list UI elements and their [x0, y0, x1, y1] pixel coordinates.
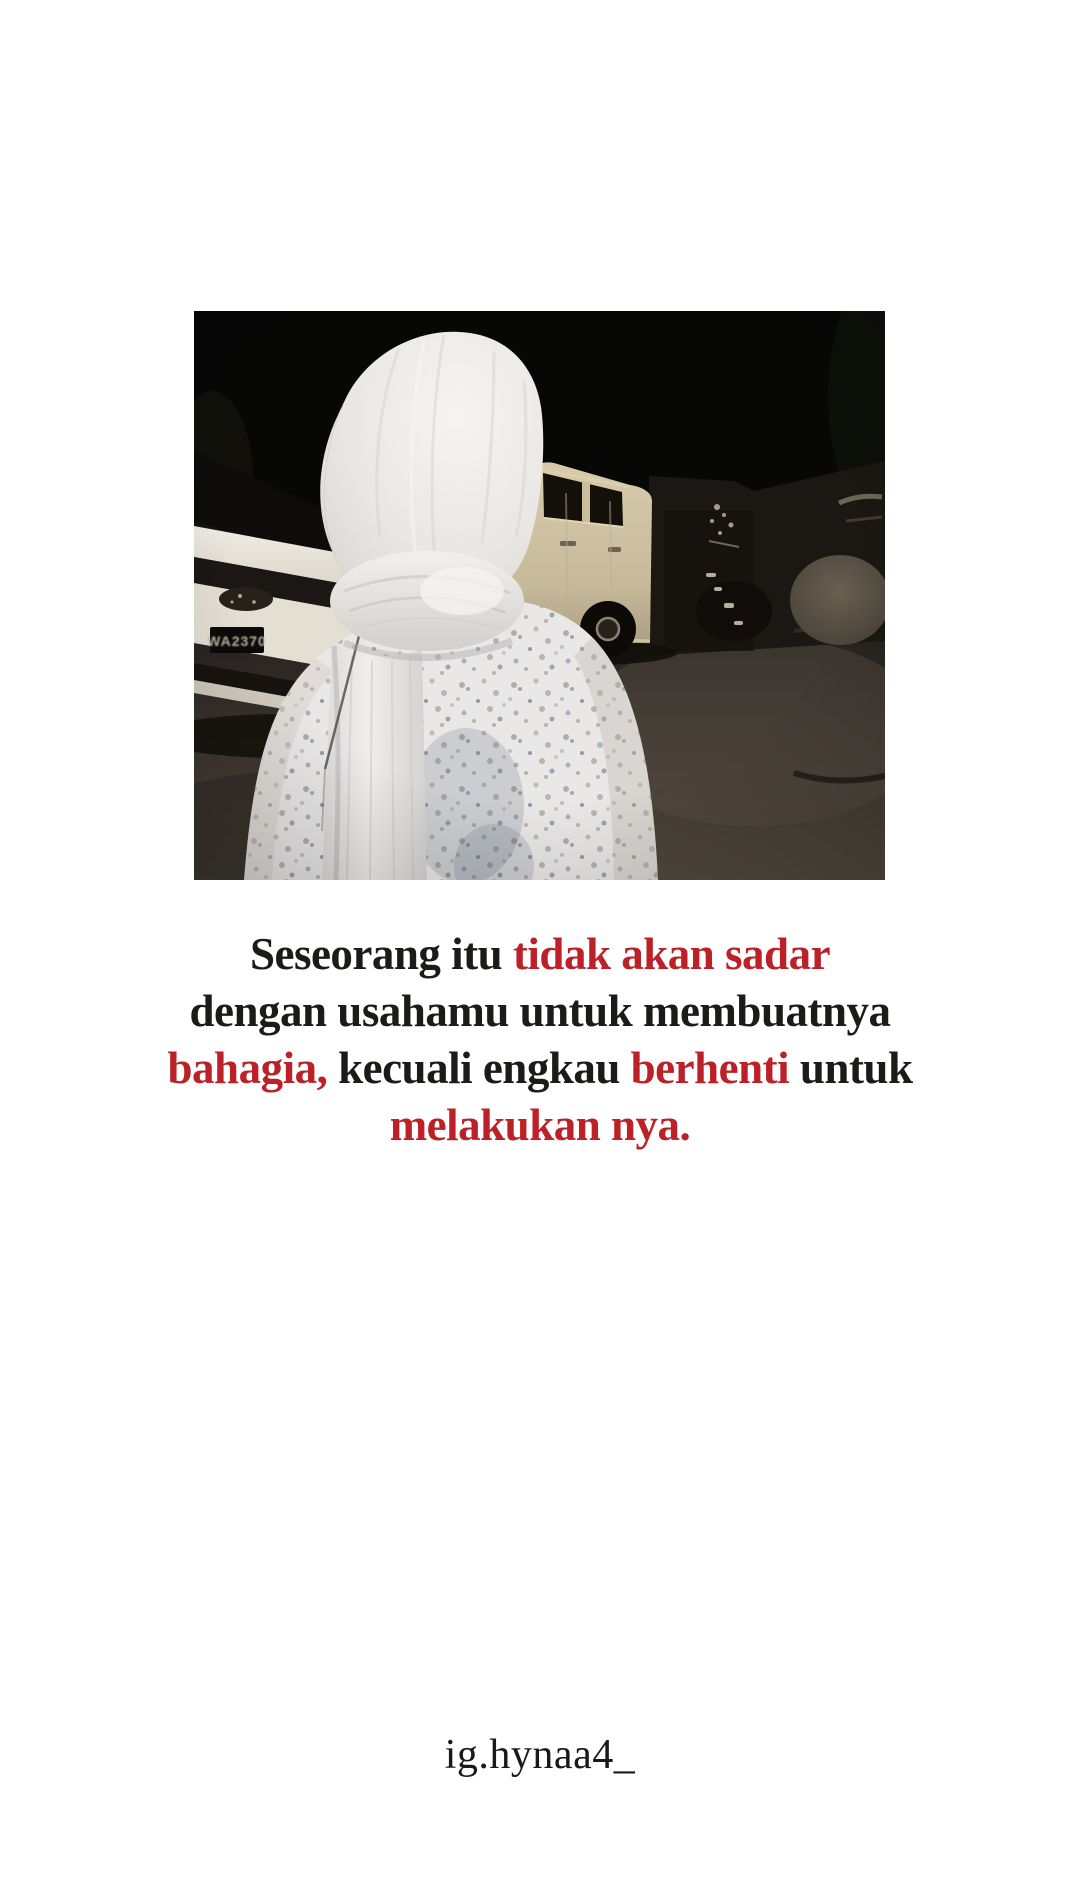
quote-text	[0, 926, 1080, 1154]
quote-segment: kecuali engkau	[327, 1043, 631, 1093]
quote-line	[0, 1097, 1080, 1154]
quote-segment: bahagia,	[167, 1043, 328, 1093]
night-photo-illustration	[194, 311, 885, 880]
quote-segment: dengan usahamu untuk membuatnya	[189, 986, 891, 1036]
quote-segment: berhenti	[630, 1043, 790, 1093]
quote-segment: tidak akan sadar	[512, 929, 831, 979]
quote-line	[0, 983, 1080, 1040]
night-photo	[194, 311, 885, 880]
quote-segment: untuk	[789, 1043, 913, 1093]
instagram-handle: ig.hynaa4_	[444, 1732, 636, 1778]
quote-segment: Seseorang itu	[249, 929, 513, 979]
quote-line	[0, 1040, 1080, 1097]
quote-lines	[0, 926, 1080, 1154]
quote-line	[0, 926, 1080, 983]
quote-segment: melakukan nya.	[389, 1100, 691, 1150]
vignette	[194, 311, 885, 880]
